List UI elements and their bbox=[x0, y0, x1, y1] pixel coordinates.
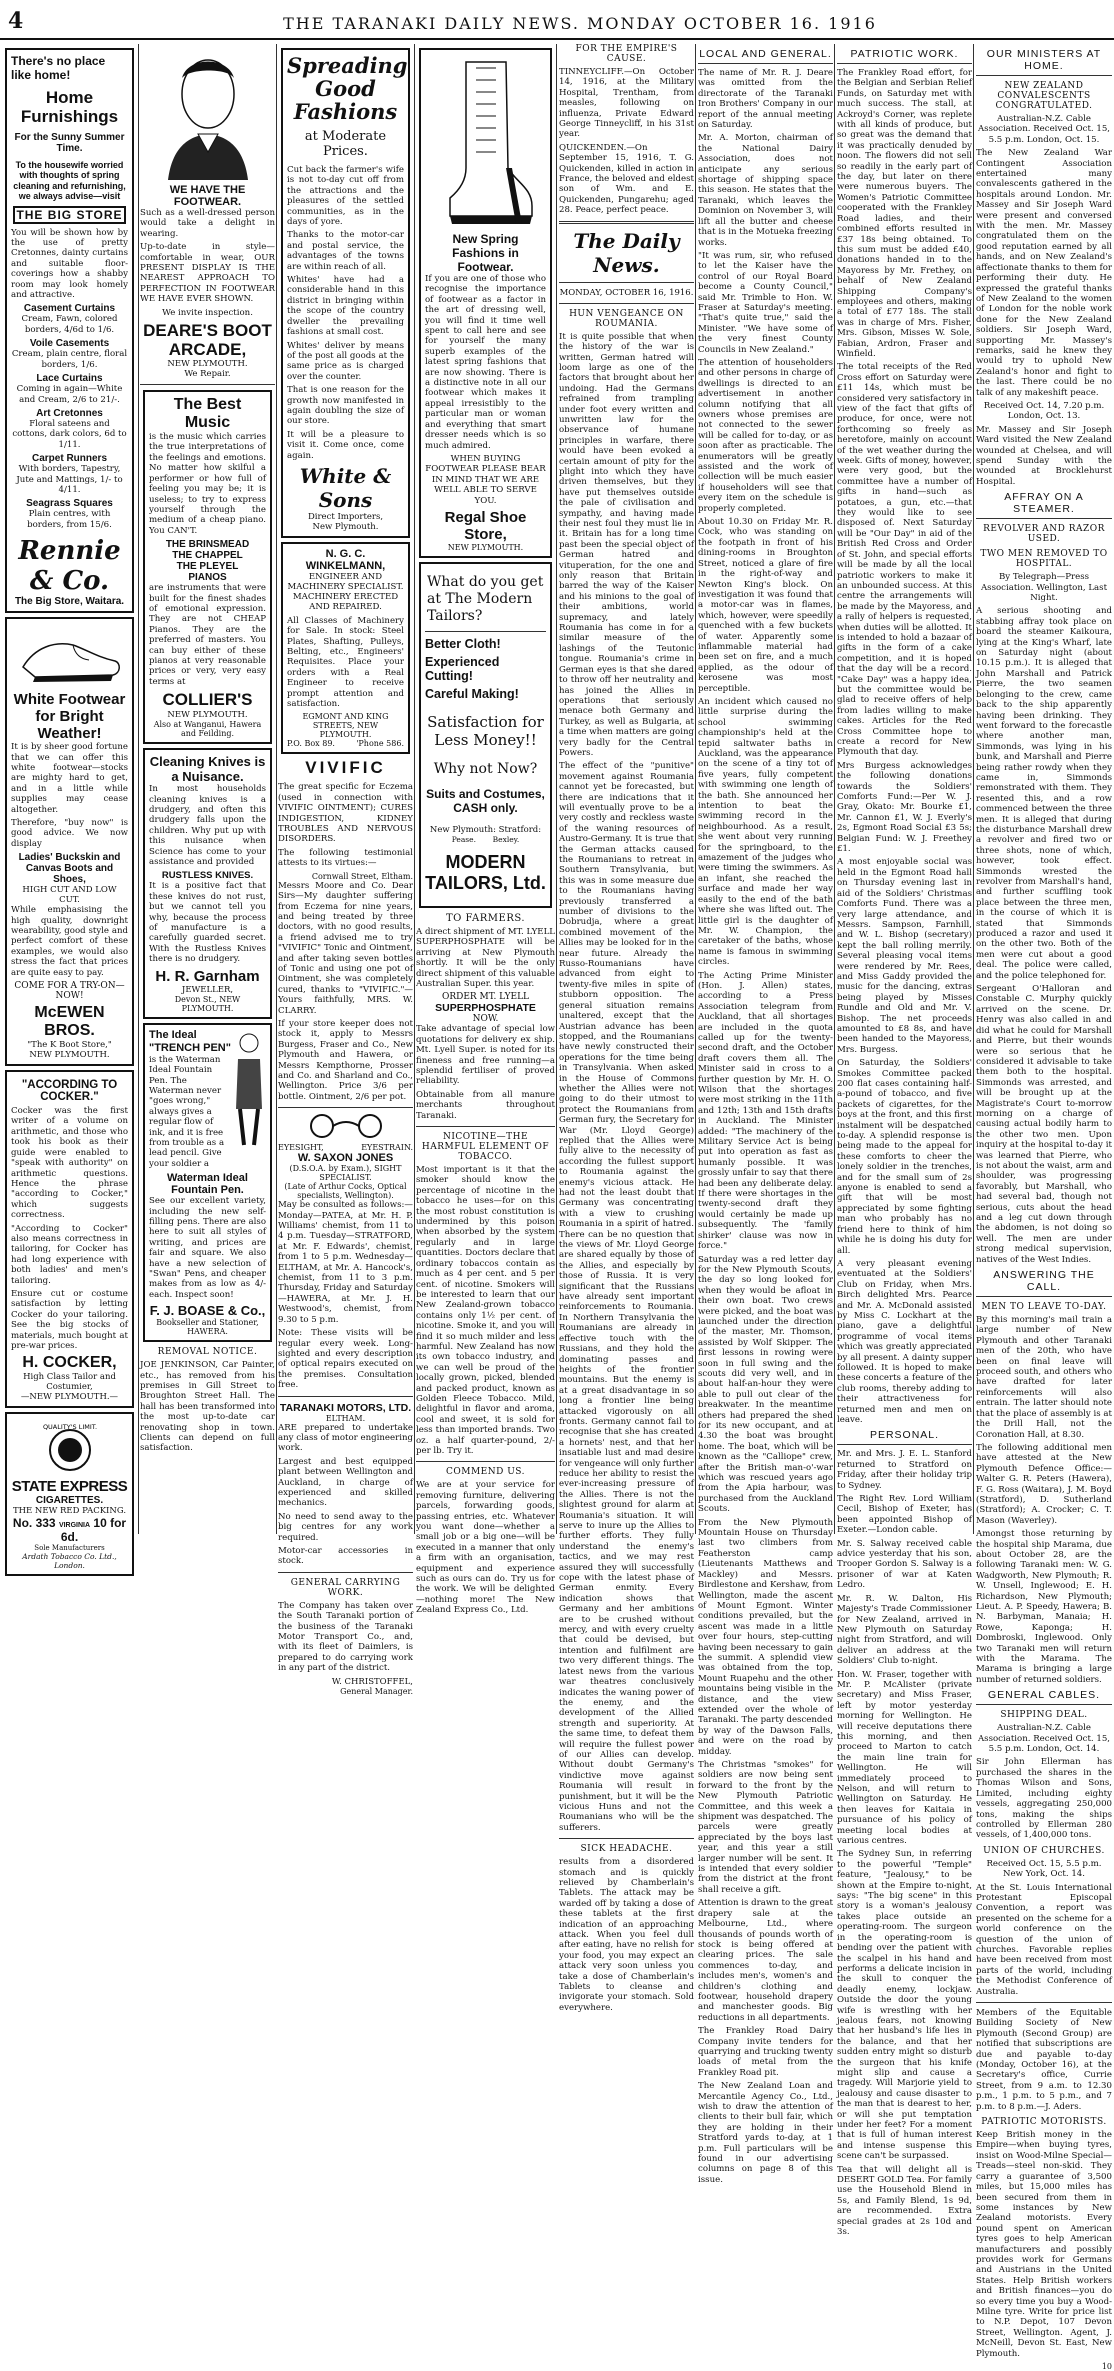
modern-branch-names: Pease. Bexley. bbox=[451, 834, 520, 844]
cocker-body-3: Ensure cut or costume satisfaction by letting Cocker do your tailoring. See the big stocks of materials, much bought at pre-war prices. bbox=[11, 1288, 128, 1351]
nicotine-body: Most important is it that the smoker should know the percentage of nicotine in the tobacco he uses—for on this the most robust constitution is undermined by this poison when absorbed by the system regularly and in large quantities. Doctors declare that ordinary tobaccos contain as much as 4 per cent. and 5 per cent. of nicotine. Smokers will be interested to learn that our New Zealand-grown tobacco contains only 1½ per cent. of nicotine. Smoke it, and you will find it so much milder and less harmful. New Zealand has now its own tobacco industry, and we can well be proud of the locally grown, picked, blended and packed product, known as Golden Fleece Tobacco. Mild, delightful in flavor and aroma, cool and sweet, it is sold for less than imported brands. Two oz. a half quarter-pound, 2/- per lb. Try it. bbox=[416, 1165, 555, 1456]
patriotic-para: The Frankley Road effort, for the Belgian and Serbian Relief Funds, on Saturday met with much success. The stall, at Ackroyd's Corner, was replete with all kinds of produce, but so great was the demand that it was practically denuded by noon. The flowers did not sell so readily in the early part of the day, but later on there were numerous buyers. The Women's Patriotic Committee cooperated with the Frankley Road ladies, and their combined efforts resulted in £37 18s being obtained. To this sum must be added £40, donations handed in to the Mayoress by Mr. Frethey, on behalf of New Zealand Shipping Company's employees and others, making a total of £77 18s. The stall was in charge of Mrs. Fisher, Mrs. Gibson, Misses W. Sole, Fabian, Ardron, Fraser and Winfield. bbox=[837, 68, 972, 359]
white-head-1: Spreading bbox=[287, 53, 408, 78]
white-name: White & Sons bbox=[299, 463, 392, 512]
separator bbox=[559, 221, 694, 224]
separator bbox=[416, 1461, 555, 1462]
empire-headline: FOR THE EMPIRE'S CAUSE. bbox=[575, 44, 678, 64]
separator bbox=[416, 1126, 555, 1127]
personal-para: Mr. S. Salway received cable advice yesterday that his son, Trooper Gordon S. Salway is a prisoner of war at Katen Ledro. bbox=[837, 1538, 972, 1591]
seal-arc-text: QUALITY'S LIMIT. bbox=[42, 1423, 97, 1432]
rennie-item-text: Plain centres, with borders, from 15/6. bbox=[27, 509, 112, 530]
regal-advert bbox=[419, 48, 552, 558]
commend-headline: COMMEND US. bbox=[445, 1467, 525, 1478]
boase-sub: Waterman Ideal Fountain Pen. bbox=[167, 1172, 248, 1197]
separator bbox=[140, 384, 275, 385]
local-para: The New Zealand Loan and Mercantile Agency Co., Ltd., wish to draw the attention of clients to their bull fair, which they are holding in their Stratford yards to-day, at 1 p.m. Full particulars will be found in our advertising columns on page 8 of this issue. bbox=[698, 2081, 833, 2185]
taranaki-body-2: Largest and best equipped plant between Wellington and Auckland, in charge of experienced and skilled mechanics. bbox=[278, 1456, 413, 1509]
state-vir: VIRGINIA bbox=[58, 1522, 91, 1530]
white-head-3: at Moderate Prices. bbox=[304, 129, 387, 159]
patriotic-headline: PATRIOTIC WORK. bbox=[837, 48, 972, 64]
rennie-name: Rennie & Co. bbox=[18, 536, 121, 597]
rennie-tagline: The Big Store, Waitara. bbox=[14, 596, 125, 608]
rennie-item-heading: Seagrass Squares bbox=[26, 498, 113, 510]
rennie-store-name: THE BIG STORE bbox=[13, 206, 126, 224]
cocker-advert bbox=[5, 1070, 134, 1408]
commend-body: We are at your service for removing furniture, delivering parcels, forwarding goods, passing entries, etc. Whatever you want done—whether a small job or a big one—will be executed in a manner that only a firm with an organisation, equipment and experience such as ours can do. Try us for the work. We will be delighted—nothing more! The New Zealand Express Co., Ltd. bbox=[416, 1480, 555, 1616]
piano-brand: THE CHAPPEL bbox=[172, 550, 243, 562]
vivific-address: Cornwall Street, Eltham. bbox=[311, 871, 413, 881]
state-maker: Ardath Tobacco Co. Ltd., London. bbox=[22, 1552, 117, 1571]
page-title: THE TARANAKI DAILY NEWS. MONDAY OCTOBER 16. 1916 bbox=[283, 14, 877, 33]
removal-headline: REMOVAL NOTICE. bbox=[157, 1347, 258, 1358]
rennie-intro: There's no place like home! bbox=[11, 54, 106, 82]
motorists-body: Keep British money in the Empire—when buying tyres, insist on Wood-Milne Special—Treads—steel non-skid. They carry a guarantee of 3,500 miles, but 15,000 miles has been secured from them in some instances by New Zealand motorists. Every pound spent on American tyres goes to help American manufacturers and possibly provides work for Germans and Austrians in the United States. Help British workers and British finances—you do so every time you buy a Wood-Milne tyre. Write for price list to N.P. Depot, 107 Devon Street, Wellington. Agent, J. McNeill, Devon St. East, New Plymouth. bbox=[976, 2130, 1112, 2359]
mcewen-town: NEW PLYMOUTH. bbox=[29, 1050, 110, 1061]
call-body: By this morning's mail train a large number of New Plymouth and other Taranaki men of the 20th, who have been on final leave will proceed south, and others who have drafted for later reinforcements will also entrain. The latter should note that the place of assembly is at the Drill Hall, not the Coronation Hall, at 8.30. bbox=[976, 1315, 1112, 1440]
cables-headline: GENERAL CABLES. bbox=[976, 1689, 1112, 1705]
boase-trade: Bookseller and Stationer, bbox=[156, 1318, 259, 1328]
personal-para: Mr. R. W. Dalton, His Majesty's Trade Commissioner for New Zealand, arrived in New Plymouth on Saturday night from Stratford, and will deliver an address at the Soldiers' Club to-night. bbox=[837, 1593, 972, 1667]
column-5 bbox=[559, 44, 694, 2013]
carrying-body: The Company has taken over the South Taranaki portion of the business of the Taranaki Motor Transport Co., and, with its fleet of Daimlers, is prepared to do carrying work in any part of the district. bbox=[278, 1600, 413, 1674]
taranaki-body-4: Motor-car accessories in stock. bbox=[278, 1546, 413, 1567]
ministers-dateline-2: Received Oct. 14, 7.20 p.m. London, Oct. 13. bbox=[983, 400, 1105, 422]
jones-body-2: Note: These visits will be regular every week. Long-sighted and every description of optical repairs executed on the premises. Consultation free. bbox=[278, 1328, 413, 1391]
jones-left: EYESIGHT, bbox=[278, 1143, 324, 1153]
cocker-name: H. COCKER, bbox=[22, 1354, 117, 1372]
state-express-advert bbox=[5, 1412, 134, 1576]
column-8 bbox=[976, 44, 1112, 2371]
vivific-headline: VIVIFIC bbox=[305, 758, 386, 778]
modern-cash: Suits and Costumes, CASH only. bbox=[426, 786, 545, 815]
winkelmann-name: N. G. C. WINKELMANN, bbox=[305, 547, 386, 572]
rennie-item-heading: Carpet Runners bbox=[31, 453, 107, 465]
separator bbox=[559, 1838, 694, 1839]
cocker-headline: "ACCORDING TO COCKER." bbox=[21, 1079, 118, 1104]
regal-body: If you are one of those who recognise the importance of footwear as a factor in the art of dressing well, you will find it time well spent to call here and see for yourself the many superb examples of the latest spring fashions that are now showing. There is a distinctive note in all our footwear which makes it appeal irresistibly to the particular man or woman and everything that smart dresser needs which is so much admired. bbox=[425, 274, 546, 451]
boase-town: HAWERA. bbox=[187, 1327, 228, 1337]
masthead-rule bbox=[0, 38, 1114, 40]
jones-advert bbox=[278, 1113, 413, 1390]
state-price: 10 for 6d. bbox=[60, 1516, 127, 1545]
affray-dateline: By Telegraph—Press Association. Wellington, Last Night. bbox=[980, 572, 1108, 604]
rennie-item-text: Cream, plain centre, floral borders, 1/6. bbox=[11, 349, 128, 370]
rennie-item-heading: Lace Curtains bbox=[36, 373, 103, 385]
vivific-body: The great specific for Eczema (used in connection with VIVIFIC OINTMENT); CURES INDIGESTION, KIDNEY TROUBLES AND NERVOUS DISORDERS. bbox=[278, 782, 413, 845]
local-para: From the New Plymouth Mountain House on Thursday last two climbers from Featherston camp (Lieutenants Matthews and Mackley) and Messrs. Birdlestone and Kershaw, from Wellington, made the ascent of Mount Egmont. Winter conditions prevailed, but the ascent was made in a little over four hours, step-cutting having been necessary to gain the summit. A splendid view was obtained from the top, Mount Ruapehu and the other mountains being visible in the distance, and the view extended over the whole of Taranaki. The party descended by way of the Dawson Falls, and were on the road by midday. bbox=[698, 1517, 833, 1757]
mcewen-cta: COME FOR A TRY-ON—NOW! bbox=[14, 981, 125, 1002]
modern-line-1: Better Cloth! bbox=[425, 636, 501, 651]
vivific-body-3: Messrs Moore and Co. Dear Sirs—My daughter suffering from Eczema for nine years, and being treated by three doctors, with no good results, a friend advised me to try "VIVIFIC" Tonic and Ointment, and after taking seven bottles of Tonic and using one pot of Ointment, she was completely cured, thanks to "VIVIFIC."—Yours faithfully, MRS. W. CLARRY. bbox=[278, 880, 413, 1016]
headache-body: results from a disordered stomach and is quickly relieved by Chamberlain's Tablets. The attack may be warded off by taking a dose of these tablets at the first indication of an approaching attack. When you feel dull after eating, have no relish for your food, you may expect an attack very soon unless you take a dose of Chamberlain's Tablets to cleanse and invigorate your stomach. Sold everywhere. bbox=[559, 1857, 694, 2013]
deare-name: DEARE'S BOOT ARCADE, bbox=[143, 321, 272, 360]
deare-note: We Repair. bbox=[184, 369, 231, 380]
knives-trade: JEWELLER, bbox=[181, 984, 234, 995]
deare-headline: WE HAVE THE FOOTWEAR. bbox=[169, 184, 246, 208]
rennie-body: You will be shown how by the use of pretty Cretonnes, dainty curtains and suitable floor-coverings how a shabby room may look homely and attractive. bbox=[11, 227, 128, 301]
piano-brand: THE PLEYEL bbox=[176, 561, 239, 573]
rennie-item-text: Cream, Fawn, colored borders, 4/6d to 1/6. bbox=[21, 314, 118, 335]
patriotic-para: A very pleasant evening eventuated at the Soldiers' Club on Friday, when Mrs. Birch delighted Mrs. Pearce and Mr. A. McDonald assisted by Miss C. Lockhart at the piano, gave a delightful programme of vocal items which was greatly appreciated by all present. A dainty supper followed. It is hoped to make these concerts a feature of the club rooms, thereby adding to their attractiveness for returned men and men on leave. bbox=[837, 1258, 972, 1425]
knives-town: Devon St., NEW PLYMOUTH. bbox=[174, 994, 241, 1013]
tea-notice: Tea that will delight all is DESERT GOLD Tea. For family use the Household Blend in 5s, and Family Blend, 1s 9d, are recommended. Extra special grades at 2s 10d and 3s. bbox=[837, 2164, 972, 2238]
boase-body: is the Waterman Ideal Fountain Pen. The Waterman never "goes wrong," always gives a regular flow of ink, and it is free from trouble as a lead pencil. Give your soldier a bbox=[149, 1054, 225, 1169]
deare-town: NEW PLYMOUTH. bbox=[167, 359, 248, 370]
white-body-5: That is one reason for the growth now manifested in again doubling the size of our store. bbox=[287, 385, 404, 427]
carrying-role: General Manager. bbox=[340, 1686, 413, 1696]
commend-advert bbox=[416, 1467, 555, 1615]
winkelmann-phone: 'Phone 586. bbox=[356, 739, 404, 749]
knives-name: H. R. Garnham bbox=[155, 967, 260, 985]
white-sons-advert bbox=[281, 48, 410, 538]
winkelmann-address: EGMONT AND KING STREETS, NEW PLYMOUTH. bbox=[302, 712, 389, 740]
modern-satisfaction: Satisfaction for Less Money!! bbox=[427, 712, 544, 749]
state-express-seal-icon bbox=[35, 1422, 105, 1474]
knives-advert bbox=[143, 748, 272, 1019]
farmers-sub-2: SUPERPHOSPHATE bbox=[435, 1002, 536, 1015]
jones-note: (Late of Arthur Cocks, Optical specialists, Wellington). bbox=[284, 1182, 407, 1201]
headache-headline: SICK HEADACHE. bbox=[580, 1844, 673, 1855]
empire-notice-1: TINNEYCLIFF.—On October 14, 1916, at the Military Hospital, Trentham, from measles, following on influenza, Private Edward George Tinneycliff, in his 31st year. bbox=[559, 67, 694, 140]
deare-body: Such as a well-dressed person would take a delight in wearing. bbox=[140, 208, 275, 239]
farmers-headline: TO FARMERS. bbox=[445, 912, 526, 924]
call-headline: ANSWERING THE CALL. bbox=[976, 1269, 1112, 1297]
column-rule bbox=[414, 44, 415, 1534]
carrying-headline: GENERAL CARRYING WORK. bbox=[290, 1577, 401, 1598]
affray-body: A serious shooting and stabbing affray took place on board the steamer Kaikoura, lying at the King's Wharf, late on Saturday night (about 10.15 p.m.). It is alleged that John Marshall and Patrick Pierre, the two seamen belonging to the crew, came back to the ship apparently having been drinking. They went forward to the forecastle where another man, Simmonds, was lying in his bunk, and Marshall and Pierre being rather rowdy when they came in, Simmonds remonstrated with them. They resented this, and a row commenced between the three men. It is alleged that during the disturbance Marshall drew a revolver and fired two or three shots, none of which, however, took effect. Simmonds wrested the revolver from Marshall's hand, and further scuffling took place between the three men, in the course of which it is stated that Simmonds produced a razor and used it on the other two. Both of the men were cut about a good deal. The police were called, and the police telephoned for. bbox=[976, 606, 1112, 981]
local-para: Mr. A. Morton, chairman of the National Dairy Association, does not anticipate any serious shortage of shipping space this season. He states that the Taranaki, which leaves the Dominion on November 3, will lift all the butter and cheese that is in the Motueka freezing works. bbox=[698, 133, 833, 248]
taranaki-body-3: No need to send away to the big centres for any work required. bbox=[278, 1511, 413, 1543]
modern-line-2: Experienced Cutting! bbox=[425, 654, 500, 683]
cocker-body-2: "According to Cocker" also means correctness in tailoring, for Cocker has had long experience with both ladies' and men's tailoring. bbox=[11, 1223, 128, 1286]
separator bbox=[278, 1107, 413, 1108]
personal-para: Mr. and Mrs. J. E. L. Stanford returned to Stratford on Friday, after their holiday trip to Sydney. bbox=[837, 1449, 972, 1491]
masthead bbox=[0, 0, 1114, 40]
column-6 bbox=[698, 44, 833, 2185]
mcewen-body-3: While emphasising the high quality, downright wearability, good style and perfect comfort of these examples, we would also stress the fact that prices are quite easy to pay. bbox=[11, 905, 128, 978]
boase-name: F. J. BOASE & Co., bbox=[149, 1303, 266, 1319]
patriotic-para: The total receipts of the Red Cross effort on Saturday were £11 14s, which must be considered very satisfactory in view of the fact that gifts of produce, for once, were not forthcoming so freely as heretofore, mainly on account of the wet weather during the week. Gifts of money, however, were very good, but the committee have a number of gifts in hand—such as potatoes, a gun, etc.—that they would like to see disposed of. Next Saturday will be "Our Day" in aid of the British Red Cross and Order of St. John, and special efforts will be made by all the local patriotic workers to make it an unbounded success. At this centre the arrangements will be made by the Mayoress, and a rally of helpers is requested, when duties will be allotted. It is intended to hold a bazaar of gifts in the form of a cake competition, and it is hoped that the day will be a record. "Cake Day" was a happy idea, but the committee would be glad to receive offers of help from ladies willing to make cakes. Articles for the Red Cross Committee hope to create a record for New Plymouth that day. bbox=[837, 362, 972, 758]
rennie-sub: For the Sunny Summer Time. bbox=[14, 132, 125, 154]
local-para: About 10.30 on Friday Mr. R. Cock, who was standing on the footpath in front of his dining-rooms in Broughton Street, noticed a glare of fire in the right-of-way and Newton King's block. On investigation it was found that a motor-car was in flames, which, however, were speedily quenched with a few buckets of water. Apparently some inflammable material had been set on fire, and a much applied, as the odour of kerosene was most perceptible. bbox=[698, 517, 833, 694]
personal-para: Hon. W. Fraser, together with Mr. P. McAlister (private secretary) and Miss Fraser, left by motor yesterday morning for Wellington. He will receive deputations there this morning, and then proceed to Marton to catch the main line train for Wellington. He will immediately proceed to Nelson, and will return to Wellington on Saturday. He then leaves for Kaitaia in pursuance of his policy of meeting local bodies at various centres. bbox=[837, 1669, 972, 1847]
personal-para: The Right Rev. Lord William Cecil, Bishop of Exeter, has been appointed Bishop of Exeter.—London cable. bbox=[837, 1494, 972, 1536]
column-rule bbox=[834, 44, 835, 1534]
picture-notice: The Sydney Sun, in referring to the powerful "Temple" feature, "Jealousy," to be shown at the Empire to-night, says: "The big scene" in this story is a woman's jealousy takes place outside an operating-room. The surgeon in the operating-room is bending over the patient with the scalpel in his hand and performs a delicate incision in the skull to conquer the deadly enemy, lockjaw. Outside the door the young wife is wrestling with her jealous fears, not knowing that her husband's life lies in the balance, and that her sudden entry might so disturb the surgeon that his knife might slip and cause a tragedy. Will Marjorie yield to jealousy and cause disaster to the man that is dearest to her, or will she put temptation under her feet? For a moment that is full of human interest and intense suspense this scene can't be surpassed. bbox=[837, 1849, 972, 2162]
local-general-headline: LOCAL AND GENERAL. bbox=[698, 48, 833, 64]
white-town: New Plymouth. bbox=[312, 521, 379, 532]
separator bbox=[425, 631, 546, 632]
lace-boot-illustration bbox=[436, 58, 536, 228]
regal-headline: New Spring Fashions in Footwear. bbox=[452, 232, 519, 274]
affray-headline: AFFRAY ON A STEAMER. bbox=[976, 491, 1112, 519]
state-agents: Sole Manufacturers bbox=[34, 1544, 105, 1553]
patriotic-para: A most enjoyable social was held in the Egmont Road hall on Thursday evening last in aid of the Soldiers' Christmas Comforts Fund. There was a very large attendance, and Messrs. Sampson, Farnhill, and W. L. Bishop (secretary) kept the ball rolling merrily. Several pleasing vocal items were rendered by Mr. Rees, and Miss Gaddy provided the music for the dancing, extras being played by Misses Rundle and Old and Mr. V. Bishop. The net proceeds amounted to £8 8s, and have been handed to the Mayoress, Mrs. Burgess. bbox=[837, 857, 972, 1055]
modern-tailors-advert bbox=[419, 562, 552, 908]
removal-body: JOE JENKINSON, Car Painter, etc., has removed from his premises in Gill Street to Broughton Street Hall. The hall has been transformed into the most up-to-date car renovating shop in town. Clients can depend on full satisfaction. bbox=[140, 1360, 275, 1454]
column-7 bbox=[837, 44, 972, 2238]
piano-brand: PIANOS bbox=[188, 572, 227, 584]
local-para: The Christmas "smokes" for soldiers are now being sent forward to the front by the New Plymouth Patriotic Committee, and this week a shipment was despatched. The parcels were greatly appreciated by the boys last year, and this year a still larger number will be sent. It is intended that every soldier from the district at the front shall receive a gift. bbox=[698, 1760, 833, 1895]
knives-body: In most households cleaning knives is a drudgery, and often this drudgery falls upon the children. Why put up with this nuisance when Science has come to your assistance and provided bbox=[149, 784, 266, 868]
white-body-2: Thanks to the motor-car and postal service, the advantages of the towns are within reach of all. bbox=[287, 230, 404, 272]
taranaki-town: ELTHAM. bbox=[325, 1413, 366, 1423]
local-para: The Frankley Road Dairy Company invite tenders for quarrying and trucking twenty loads of metal from the Frankley Road pit. bbox=[698, 2026, 833, 2078]
winkelmann-box: P.O. Box 89. bbox=[287, 739, 335, 749]
call-sub: MEN TO LEAVE TO-DAY. bbox=[981, 1302, 1107, 1313]
regal-body-2: WHEN BUYING FOOTWEAR PLEASE BEAR IN MIND THAT WE ARE WELL ABLE TO SERVE YOU. bbox=[425, 453, 546, 506]
white-head-2: Good Fashions bbox=[293, 76, 398, 124]
rennie-advert bbox=[5, 48, 134, 613]
modern-question: What do you get at The Modern Tailors? bbox=[427, 573, 544, 624]
cocker-body: Cocker was the first writer of a volume on arithmetic, and those who took his book as their guide were enabled to "speak with authority" on arithmetic questions. Hence the phrase "according to Cocker," which suggests correctness. bbox=[11, 1106, 128, 1221]
ministers-body-2: Mr. Massey and Sir Joseph Ward visited the New Zealand wounded at Chelsea, and will spend Sunday with the wounded at Brocklehurst Hospital. bbox=[976, 424, 1112, 487]
collier-town: NEW PLYMOUTH. bbox=[167, 710, 248, 721]
modern-branches: New Plymouth: Stratford: bbox=[429, 824, 542, 835]
rennie-item-text: Coming in again—White and Cream, 2/6 to 21/-. bbox=[16, 384, 123, 405]
call-body-3: Amongst those returning by the hospital ship Marama, due about October 28, are the following Taranaki men: W. G. Wadgworth, New Plymouth; R. W. Unsell, Inglewood; E. H. Richardson, New Plymouth; Lieut. A. P. Speedy, Hawera; B. N. Barbyman, Manaia; H. Rowe, Kaponga; H. Dombroski, Inglewood. Only two Taranaki men will return with the Marama. The Marama is bringing a large number of returned soldiers. bbox=[976, 1529, 1112, 1685]
rennie-items bbox=[11, 303, 128, 530]
separator bbox=[559, 282, 694, 283]
collier-piano-list bbox=[149, 539, 266, 583]
editorial-headline: HUN VENGEANCE ON ROUMANIA. bbox=[569, 308, 684, 329]
page-number: 4 bbox=[8, 8, 24, 34]
knives-headline: Cleaning Knives is a Nuisance. bbox=[149, 754, 266, 785]
cocker-tagline: High Class Tailor and Costumier, bbox=[23, 1372, 116, 1393]
rennie-lead: To the housewife worried with thoughts of spring cleaning and refurnishing, we always advise—visit bbox=[13, 160, 126, 202]
editorial-date: MONDAY, OCTOBER 16, 1916. bbox=[559, 287, 694, 298]
white-body-4: Whites' deliver by means of the post all goods at the same price as is charged over the counter. bbox=[287, 340, 404, 382]
winkelmann-advert bbox=[281, 542, 410, 754]
mcewen-body: It is by sheer good fortune that we can offer this white footwear—stocks are mighty hard to get, and in a little while supplies may cease altogether. bbox=[11, 742, 128, 815]
mcewen-advert bbox=[5, 617, 134, 1066]
editorial-para-1: It is quite possible that when the history of the war is written, German hatred will loom large as one of the factors that brought about her undoing. Had the Germans refrained from trampling under foot every written and unwritten law for the observance of humane principles in warfare, there would have been evoked a certain amount of pity for the plight into which they have driven themselves, but they have put themselves outside the pale of civilisation and sympathy, and having made their nest foul they must lie in it. Britain has for a long time past been the special object of German hatred and vituperation, for the one and only reason that Britain barred the way of the Kaiser and his minions to the goal of their ambitions, world supremacy, and lately Roumania has come in for a similar measure of the lashings of the Teutonic tongue. Roumania's crime in German eyes is that she dared to throw off her neutrality and has joined the Allies in operations that seriously menace both Germany and Turkey, as well as Bulgaria, at a time when matters are going very badly for the Central Powers. bbox=[559, 331, 694, 758]
local-para: The Acting Prime Minister (Hon. J. Allen) states, according to a Press Association telegram from Auckland, that all shortages are included in the quota called up for the twenty-second draft, and the October draft covers them all. The Minister said in cross to a further question by Mr. H. O. Wilson that the shortages were most striking in the 11th and 12th; 13th and 15th drafts in Auckland. The Minister added: "The machinery of the Military Service Act is being put into operation as fast as humanly possible. It was grossly unfair to say that there had been any deliberate delay. If there were shortages in the twenty-second draft they would certainly be made up subsequently. The 'family shirker' clause was now in force." bbox=[698, 970, 833, 1252]
separator bbox=[278, 1396, 413, 1397]
taranaki-headline: TARANAKI MOTORS, LTD. bbox=[279, 1401, 412, 1414]
collier-body-2: are instruments that were built for the finest shades of emotional expression. They are not CHEAP Pianos. They are the preferred of masters. You can buy either of these pianos at very reasonable prices or very, very easy terms at bbox=[149, 583, 266, 687]
page-foot-number: 10 bbox=[1101, 2362, 1112, 2371]
local-para: Attention is drawn to the great drapery sale at the Melbourne, Ltd., where thousands of pounds worth of stock is being offered at clearing prices. The sale commences to-day, and includes men's, women's and children's clothing and footwear, household drapery and manchester goods. Big reductions in all departments. bbox=[698, 1898, 833, 2023]
vivific-body-4: If your store keeper does not stock it, apply to Messrs Burgess, Fraser and Co., New Plymouth and Hawera, or Messrs Kempthorne, Prosser and Co. and Sharland and Co., Wellington. Price 3/6 per bottle. Ointment, 2/6 per pot. bbox=[278, 1018, 413, 1102]
column-4 bbox=[416, 44, 555, 1616]
collier-body: is the music which carries the true interpretations of the feelings and emotions. No matter how skilful a performer or how full of feeling you may be; it is useless; to try to express yourself through the medium of a cheap piano. You CAN'T. bbox=[149, 432, 266, 536]
column-rule bbox=[138, 44, 139, 1534]
deare-body-2: Up-to-date in style—comfortable in wear, OUR PRESENT DISPLAY IS THE NEAREST APPROACH TO PERFECTION IN FOOTWEAR WE HAVE EVER SHOWN. bbox=[140, 242, 275, 305]
white-body-3: Whites' have had a considerable hand in this district in bringing within the scope of the country dweller the prevailing fashions at small cost. bbox=[287, 275, 404, 338]
column-rule bbox=[695, 44, 696, 1534]
separator bbox=[976, 2002, 1112, 2003]
cables-body-2: At the St. Louis International Protestant Episcopal Convention, a report was presented on the scheme for a world conference on the question of the union of churches. Favorable replies have been received from most parts of the world, including the Methodist Conference of Australia. bbox=[976, 1882, 1112, 1997]
piano-brand: THE BRINSMEAD bbox=[165, 539, 250, 551]
nicotine-article bbox=[416, 1132, 555, 1456]
modern-why: Why not Now? bbox=[433, 760, 538, 777]
jones-degree: (D.S.O.A. by Exam.), SIGHT SPECIALIST. bbox=[289, 1164, 402, 1183]
rennie-headline: Home Furnishings bbox=[20, 88, 119, 126]
white-body-6: It will be a pleasure to visit it. Come once, come again. bbox=[287, 429, 404, 461]
carrying-advert bbox=[278, 1578, 413, 1696]
patriotic-para: On Saturday, the Soldiers' Smokes Committee packed 200 flat cases containing half-a-pound of tobacco, and five packets of cigarettes, for the boys at the front, and this first instalment will be despatched to-day. A splendid response is being made to the appeal for these comforts to cheer the lonely soldier in the trenches, and for the small sum of 2s anyone is enabled to send a gift that will be most appreciated by some fighting man who probably has no friend here to think of him while he is doing his duty for all. bbox=[837, 1058, 972, 1256]
rennie-item-heading: Art Cretonnes bbox=[36, 407, 103, 419]
mcewen-item: Ladies' Buckskin and Canvas Boots and Shoes, bbox=[18, 852, 121, 886]
local-para: The name of Mr. R. J. Deare was omitted from the directorate of the Taranaki Iron Brothers' Company in our report of the annual meeting on Saturday. bbox=[698, 68, 833, 131]
state-h1: CIGARETTES. bbox=[35, 1495, 104, 1507]
deare-advert bbox=[140, 48, 275, 379]
modern-name: MODERN TAILORS, Ltd. bbox=[425, 851, 546, 893]
mcewen-item-2: HIGH CUT AND LOW CUT. bbox=[22, 885, 117, 906]
knives-sub: RUSTLESS KNIVES. bbox=[161, 870, 254, 882]
column-rule bbox=[276, 44, 277, 1534]
state-num: No. 333 bbox=[12, 1516, 56, 1531]
rennie-item-heading: Casement Curtains bbox=[23, 303, 116, 315]
rennie-item-text: Floral sateens and cottons, dark colors, 6d to 1/11. bbox=[12, 418, 127, 450]
white-shoe-illustration bbox=[15, 627, 125, 687]
farmers-body-3: Obtainable from all manure merchants throughout Taranaki. bbox=[416, 1089, 555, 1121]
white-trade: Direct Importers, bbox=[307, 511, 384, 522]
rennie-item-heading: Voile Casements bbox=[29, 338, 110, 350]
equitable-notice: Members of the Equitable Building Society of New Plymouth (Second Group) are notified that subscriptions are due and payable to-day (Monday, October 16), at the Secretary's office, Currie Street, from 9 a.m. to 12.30 p.m., 1 p.m. to 5 p.m., and 7 p.m. to 8 p.m.—J. Aders. bbox=[976, 2008, 1112, 2112]
winkelmann-trade: ENGINEER AND MACHINERY SPECIALIST. bbox=[287, 571, 404, 592]
vivific-advert bbox=[278, 758, 413, 1102]
modern-line-3: Careful Making! bbox=[425, 686, 519, 701]
local-para: An incident which caused no little surprise during the school swimming championship's held at the tepid saltwater baths in Auckland, was the appearance on the scene of a tiny tot of five years, fully competent with swimming one length of the bath. She announced her intention to beat the swimming record in the neighbourhood. As a result, she went about very running for the springboard, to the amazement of the judges who were timing the swimmers. As an infant, she reached the surface and made her way easily to the end of the bath where she was lifted out. The little girl is the daughter of Mr. W. Champion, the caretaker of the baths, whose name is famous in swimming circles. bbox=[698, 696, 833, 968]
column-3 bbox=[278, 44, 413, 1696]
cables-dateline-2: Received Oct. 15, 5.5 p.m. New York, Oct. 14. bbox=[986, 1858, 1102, 1880]
mcewen-headline: White Footwear for Bright Weather! bbox=[13, 691, 126, 743]
mcewen-store: "The K Boot Store," bbox=[27, 1040, 112, 1051]
patriotic-para: Mrs Burgess acknowledges the following donations towards the Soldiers' Comforts Fund:—Per W. J. Gray, Okato: Mr. Bourke £1, Mr. Cannon £1, W. J. Everly's 2s, Egmont Road Social £3 5s; Belgian Fund: W. J. Freethey £1. bbox=[837, 760, 972, 855]
column-rule bbox=[973, 44, 974, 1534]
winkelmann-body-2: All Classes of Machinery for Sale. In stock: Steel Plates, Shafting, Pulleys, Belting, etc., Engineers' Requisites. Place your orders with a Real Engineer to receive prompt attention and satisfaction. bbox=[287, 615, 404, 710]
cocker-town: —NEW PLYMOUTH.— bbox=[20, 1392, 119, 1403]
spectacles-icon bbox=[296, 1113, 396, 1139]
mcewen-name: McEWEN BROS. bbox=[34, 1004, 105, 1040]
local-para: The attention of householders and other persons in charge of dwellings is directed to an advertisement in another column notifying that all owners whose premises are not connected to the sewer will be called for to-day, or as soon after as practicable. The enumerators will be greatly assisted and the work of collection will be much easier if householders will see that every item on the schedule is properly completed. bbox=[698, 357, 833, 514]
ministers-sub: NEW ZEALAND CONVALESCENTS CONGRATULATED. bbox=[995, 81, 1093, 111]
boase-headline: The Ideal "TRENCH PEN" bbox=[149, 1028, 231, 1054]
farmers-sub-3: NOW. bbox=[472, 1014, 499, 1025]
deare-body-3: We invite inspection. bbox=[162, 307, 253, 318]
boase-advert bbox=[143, 1023, 272, 1343]
ministers-dateline: Australian-N.Z. Cable Association. Received Oct. 15, 5.5 p.m. London, Oct. 15. bbox=[977, 114, 1111, 145]
collier-advert bbox=[143, 390, 272, 744]
regal-name: Regal Shoe Store, bbox=[444, 508, 527, 543]
farmers-body: A direct shipment of MT. LYELL SUPERPHOSPHATE will be arriving at New Plymouth shortly. It will be the only direct shipment of this valuable Australian Super. this year. bbox=[416, 926, 555, 989]
column-rule bbox=[556, 44, 557, 1534]
local-para: Saturday was a red letter day for the New Plymouth Scouts, the day so long looked for when they would be afloat in their own boat. Two crews were picked, and the boat was launched under the direction of the master, Mr. Thomson, assisted by Wolf Skipper. The first lessons in rowing were soon in full swing and the scouts did very well, and in about half-an-hour they were able to pull out clear of the breakwater. In the meantime others had prepared the shed for its new occupant, and at 4.30 the boat was brought home. The boat, which will be known as the "Calliope" crew, after the British man-o'-war which was rescued years ago from the Apia harbour, was purchased from the Auckland Scouts. bbox=[698, 1254, 833, 1515]
mcewen-body-2: Therefore, "buy now" is good advice. We now display bbox=[11, 818, 128, 849]
separator bbox=[278, 1572, 413, 1573]
rennie-item-text: With borders, Tapestry, Jute and Mattings, 1/- to 4/11. bbox=[16, 464, 123, 495]
regal-town: NEW PLYMOUTH. bbox=[447, 542, 524, 552]
farmers-sub: ORDER MT. LYELL bbox=[441, 992, 530, 1003]
personal-headline: PERSONAL. bbox=[837, 1429, 972, 1445]
boase-body-2: See our excellent variety, including the new self-filling pens. There are also here to suit all styles of writing, and prices are fair and square. We also have a new selection of "Swan" Pens, and cheaper makes from as low as 4/- each. Inspect soon! bbox=[149, 1196, 266, 1300]
winkelmann-body: MACHINERY ERECTED AND REPAIRED. bbox=[292, 591, 399, 613]
carrying-sign: W. CHRISTOFFEL, bbox=[331, 1676, 413, 1687]
cables-body: Sir John Ellerman has purchased the shares in the Thomas Wilson and Sons, Limited, including eighty vessels, aggregating 250,000 tons, making the ships controlled by Ellerman 280 vessels, of 1,400,000 tons. bbox=[976, 1757, 1112, 1841]
empire-notice-2: QUICKENDEN.—On September 15, 1916, T. G. Quickenden, killed in action in France, the beloved and eldest son of Wm. and E. Quickenden, Pungarehu; aged 28. Peace, perfect peace. bbox=[559, 142, 694, 216]
gentleman-portrait-illustration bbox=[148, 48, 268, 180]
column-1 bbox=[2, 44, 137, 1571]
collier-headline: The Best Music bbox=[173, 396, 242, 432]
state-brand: STATE EXPRESS bbox=[11, 1478, 128, 1496]
collier-note: Also at Wanganui, Hawera and Feilding. bbox=[153, 720, 262, 739]
separator bbox=[559, 303, 694, 304]
jones-name: W. SAXON JONES bbox=[297, 1152, 394, 1165]
affray-body-2: Sergeant O'Halloran and Constable C. Murphy quickly arrived on the scene. Dr. Henry was also called in and did what he could for Marshall and Pierre, but their wounds were so serious that he considered it advisable to take them both to the hospital. Simmonds was arrested, and will be brought up at the Magistrate's Court to-morrow morning on a charge of causing actual bodily harm to the other two men. Upon inquiry at the hospital to-day it was learned that Pierre, who is not about the waist, arm and shoulder, was progressing favorably, but Marshall, who had several bad, though not serious, cuts about the head and a leg cut down through the abdomen, is not doing so well. The men are under strong medical supervision, natives of the West Indies. bbox=[976, 984, 1112, 1265]
jones-right: EYESTRAIN. bbox=[361, 1143, 413, 1153]
ministers-headline: OUR MINISTERS AT HOME. bbox=[976, 48, 1112, 76]
cables-sub: SHIPPING DEAL. bbox=[1000, 1710, 1088, 1721]
ministers-body: The New Zealand War Contingent Association entertained many convalescents gathered in the hospitals around London. Mr. Massey and Sir Joseph Ward were present and conversed with the men. Mr. Massey congratulated them on the good reputation earned by all hands, and on New Zealand's affectionate thanks to them for performing their duty. He expressed the grateful thanks of New Zealand to the women of London for the noble work done for the New Zealand soldiers. Sir Joseph Ward, supporting Mr. Massey's remarks, said he knew they would try to uphold New Zealand's honor and fight to the last. There could be no talk of any makeshift peace. bbox=[976, 148, 1112, 398]
farmers-body-2: Take advantage of special low quotations for delivery ex ship. Mt. Lyell Super. is noted for its fineness and free running—a splendid fertiliser of proved reliability. bbox=[416, 1024, 555, 1087]
white-body: Cut back the farmer's wife is not to-day cut off from the attractions and the pleasures of the settled communities, as in the days of yore. bbox=[287, 165, 404, 228]
motorists-headline: PATRIOTIC MOTORISTS. bbox=[981, 2117, 1107, 2128]
local-para: "It was rum, sir, who refused to let the Kaiser have the control of our Royal Board become a County Council," said Mr. Trimble to Hon. W. Fraser at Saturday's meeting. "That's quite true," said the Minister. "We have some of the very finest County Councils in New Zealand." bbox=[698, 250, 833, 355]
editorial-para-2: The effect of the "punitive" movement against Roumania cannot yet be forecasted, but there are indications that it will eventually prove to be a very costly and reckless waste of the waning resources of Austro-Germany. It is true that the German attacks caused the Roumanians to retreat in Southern Transylvania, but this was in some measure due to the Roumanians having previously transferred a number of divisions to the Dobrudja, where a great combined movement of the Allies may be looked for in the near future. Already the Russo-Roumanians have advanced from eight to twenty-five miles in spite of stubborn opposition. The general situation remains unaltered, except that the Austrian advance has been stopped, and the Roumanians have newly constructed their operations for the time being in Transylvania. When asked in the House of Commons whether the Allies were not going to do their utmost to protect the Roumanians from German fury, the Secretary for War (Mr. Lloyd George) replied that the Allies were fully alive to the necessity of according the fullest support to Roumania against the enemy's vicious attack. He had not the least doubt that Germany was concentrating with a view to crushing Roumania in a spirit of hatred. There can be no question that the views of Mr. Lloyd George are shared equally by those of the Allies, and especially by those of Russia. It is very significant that the Russians have already sent important reinforcements to Roumania. In Northern Transylvania the Roumanians are already in effective touch with the Russians, and they hold the dominating passes and heights of the frontier mountains. But the enemy is at a great disadvantage in so long a frontier line being attacked vigorously on all fronts. Germany cannot fail to recognise that she has created a hornets' nest, and that her insatiable lust and mad desire for vengeance will only further reduce her ability to resist the ever-increasing pressure of the Allies. There is not the slightest ground for alarm at Roumania's situation. It will serve to inure up the Allies to further efforts. They fully understand the enemy's tactics, and we may rest assured they will successfully cope with the latest phase of German enmity. Every indication shows that Germany and her ambitions are to be crushed without mercy, and with every cruelty that could be devised, but intention and fulfilment are two very different things. The latest news from the various war theatres conclusively indicates the waning power of the enemy, and the development of the Allied strength and superiority. At the same time, to defeat them will require the fullest power of our Allies can develop. Without doubt Germany's vindictive move against Roumania will result in punishment, but it will be the vicious Huns and not the Roumanians who will be the sufferers. bbox=[559, 761, 694, 1833]
jones-body: May be consulted as follows:— Monday—PATEA, at Mr. H. P. Williams' chemist, from 11 to 4 p.m. Tuesday—STRATFORD, at Mr. F. Edwards', chemist, from 1 to 5 p.m. Wednesday—ELTHAM, at Mr. A. Hancock's, chemist, from 11 to 3 p.m. Thursday, Friday and Saturday—HAWERA, at Mr. J. H. Westwood's, chemist, from 9.30 to 5 p.m. bbox=[278, 1200, 413, 1325]
knives-body-2: It is a positive fact that these knives do not rust, but we cannot tell you why, because the process of manufacture is a carefully guarded secret. With the Rustless Knives there is no drudgery. bbox=[149, 881, 266, 965]
collier-name: COLLIER'S bbox=[162, 690, 253, 710]
state-h2: THE NEW RED PACKING. bbox=[12, 1506, 127, 1517]
paper-nameplate: The Daily News. bbox=[573, 228, 680, 277]
nicotine-headline: NICOTINE—THE HARMFUL ELEMENT OF TOBACCO. bbox=[421, 1132, 550, 1163]
farmers-advert bbox=[416, 913, 555, 1121]
affray-sub-2: TWO MEN REMOVED TO HOSPITAL. bbox=[980, 549, 1108, 570]
call-body-2: The following additional men have attested at the New Plymouth Defence Office:—Walter G. R. Peters (Hawera), F. G. Ross (Waitara), J. M. Boyd (Stratford), D. Sutherland (Stratford); A. Crocker; C. T. Mason (Waverley). bbox=[976, 1442, 1112, 1526]
cables-dateline: Australian-N.Z. Cable Association. Received Oct. 15, 5.5 p.m. London, Oct. 14. bbox=[977, 1723, 1111, 1755]
affray-sub: REVOLVER AND RAZOR USED. bbox=[983, 524, 1105, 545]
cables-sub-2: UNION OF CHURCHES. bbox=[983, 1845, 1105, 1856]
soldier-illustration bbox=[232, 1029, 266, 1147]
column-2 bbox=[140, 44, 275, 1534]
taranaki-motors-advert bbox=[278, 1402, 413, 1567]
taranaki-body: ARE prepared to undertake any class of motor engineering work. bbox=[278, 1422, 413, 1454]
vivific-body-2: The following testimonial attests to its virtues:— bbox=[278, 847, 413, 869]
